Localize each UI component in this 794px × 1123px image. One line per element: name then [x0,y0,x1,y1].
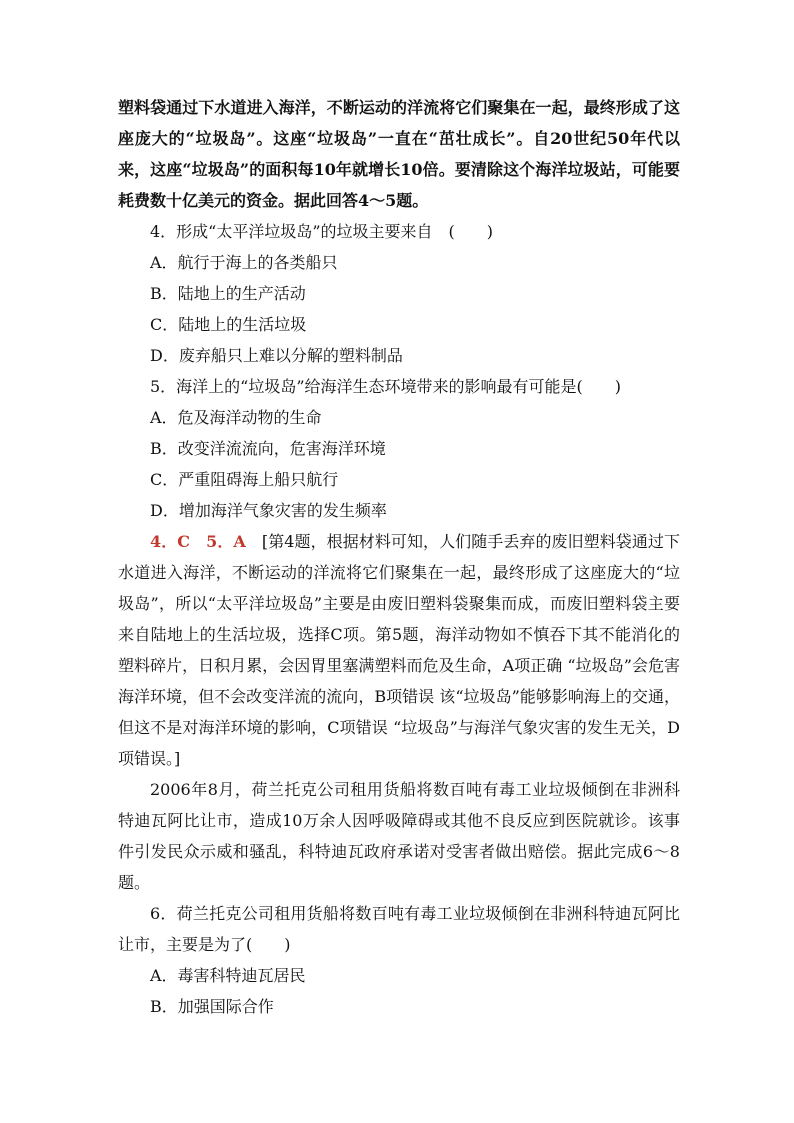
question-6-option-a: A．毒害科特迪瓦居民 [150,966,306,985]
question-4-stem: 4．形成“太平洋垃圾岛”的垃圾主要来自 ( ) [150,222,494,241]
question-5-option-a: A．危及海洋动物的生命 [150,408,322,427]
answer-key: 4．C 5．A [150,532,246,551]
question-4-option-a: A．航行于海上的各类船只 [150,253,338,272]
question-4-option-d: D．废弃船只上难以分解的塑料制品 [150,346,403,365]
question-5-option-c: C．严重阻碍海上船只航行 [150,470,339,489]
answer-text: [第4题，根据材料可知，人们随手丢弃的废旧塑料袋通过下水道进入海洋，不断运动的洋流将它们聚集在一起，最终形成了这座庞大的“垃圾岛”，所以“太平洋垃圾岛”主要是由废旧塑料袋聚集而成，而废旧塑料袋主要来自陆地上的生活垃圾，选择C项。第5题，海洋动物如不慎吞下其不能消化的塑料碎片，日积月累，会因胃里塞满塑料而危及生命，A项正确 “垃圾岛”会危害海洋环境，但不会改变洋流的流向，B项错误 该“垃圾岛”能够影响海上的交通，但这不是对海洋环境的影响，C项错误 “垃圾岛”与海洋气象灾害的发生无关，D项错误。] [118,532,680,768]
answer-explanation [118,526,680,774]
question-4-option-b: B．陆地上的生产活动 [150,284,306,303]
content-column [118,92,680,1022]
question-6-option-b: B．加强国际合作 [150,997,274,1016]
passage-2: 2006年8月，荷兰托克公司租用货船将数百吨有毒工业垃圾倾倒在非洲科特迪瓦阿比让市，造成10万余人因呼吸障碍或其他不良反应到医院就诊。该事件引发民众示威和骚乱，科特迪瓦政府承诺对受害者做出赔偿。据此完成6～8题。 [118,780,680,892]
question-5-option-d: D．增加海洋气象灾害的发生频率 [150,501,387,520]
question-4-option-c: C．陆地上的生活垃圾 [150,315,307,334]
passage-1: 塑料袋通过下水道进入海洋，不断运动的洋流将它们聚集在一起，最终形成了这座庞大的“垃圾岛”。这座“垃圾岛”一直在“茁壮成长”。自20世纪50年代以来，这座“垃圾岛”的面积每10年就增长10倍。要清除这个海洋垃圾站，可能要耗费数十亿美元的资金。据此回答4～5题。 [118,98,680,210]
question-6-stem: 6．荷兰托克公司租用货船将数百吨有毒工业垃圾倾倒在非洲科特迪瓦阿比让市，主要是为了( ) [118,904,680,954]
question-5-stem: 5．海洋上的“垃圾岛”给海洋生态环境带来的影响最有可能是( ) [150,377,622,396]
question-5-option-b: B．改变洋流流向，危害海洋环境 [150,439,386,458]
